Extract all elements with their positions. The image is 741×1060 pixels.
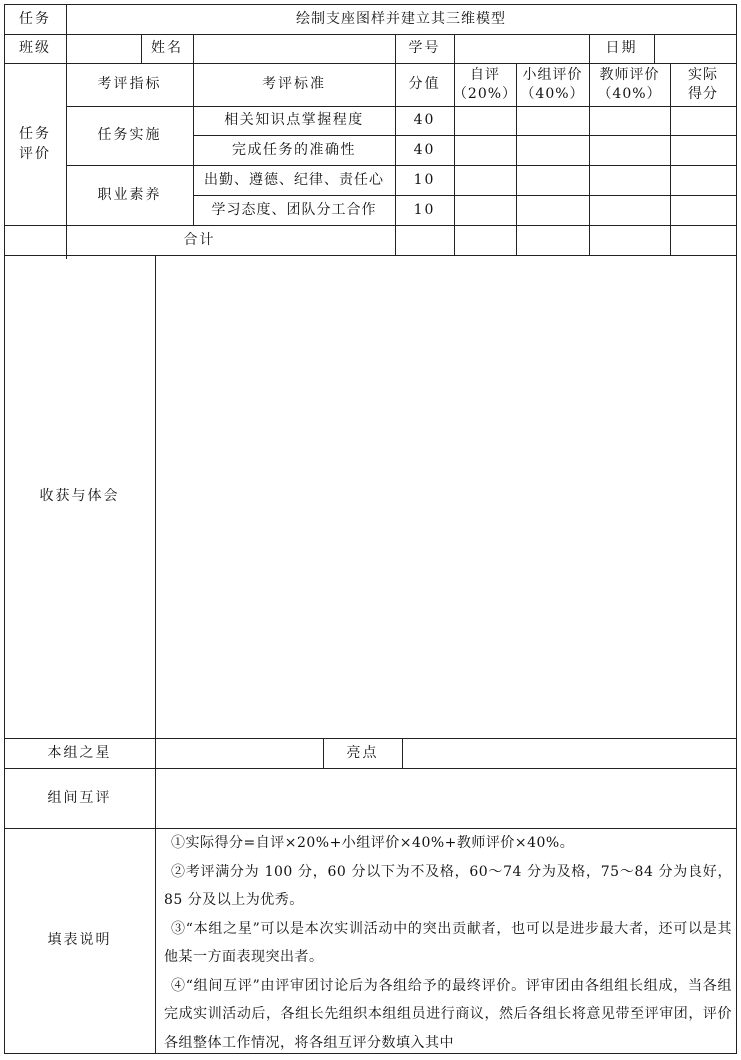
total-self-cell[interactable]: [454, 225, 516, 255]
class-label: 班级: [19, 40, 51, 57]
reflection-label: 收获与体会: [39, 488, 120, 505]
standard-row: 完成任务的准确性: [232, 141, 356, 158]
self-eval-cell[interactable]: [454, 195, 516, 225]
group-star-field[interactable]: [155, 738, 323, 768]
instruction-item: ②考评满分为 100 分，60 分以下为不及格，60～74 分为及格，75～84 分为良好，85 分及以上为优秀。: [164, 863, 732, 908]
instruction-item: ④“组间互评”由评审团讨论后为各组给予的最终评价。评审团由各组组长组成，当各组完成实训活动后，各组长先组织本组组员进行商议，然后各组长将意见带至评审团，评价各组整体工作情况，将各组互评分数填入其中: [164, 977, 732, 1051]
self-eval-cell[interactable]: [454, 165, 516, 195]
date-label: 日期: [605, 40, 638, 57]
teacher-eval-cell[interactable]: [589, 106, 670, 135]
class-field[interactable]: [66, 34, 141, 63]
task-title: 绘制支座图样并建立其三维模型: [296, 10, 506, 27]
actual-score-cell[interactable]: [670, 135, 736, 165]
standard-row: 出勤、遵德、纪律、责任心: [204, 171, 384, 188]
instruction-item: ③“本组之星”可以是本次实训活动中的突出贡献者，也可以是进步最大者，还可以是其他某一方面表现突出者。: [164, 920, 732, 965]
task-label: 任务: [19, 10, 51, 27]
evaluation-section-label: 任务 评价: [19, 125, 51, 162]
student-id-label: 学号: [408, 40, 441, 57]
name-field[interactable]: [193, 34, 395, 63]
name-label: 姓名: [151, 40, 183, 57]
header-teacher-eval: 教师评价 （40%）: [597, 66, 662, 102]
standard-row: 学习态度、团队分工合作: [211, 201, 377, 218]
peer-review-label: 组间互评: [47, 789, 112, 806]
actual-score-cell[interactable]: [670, 106, 736, 135]
total-label: 合计: [183, 231, 216, 248]
group-eval-cell[interactable]: [516, 165, 589, 195]
peer-review-field[interactable]: [155, 768, 736, 828]
indicator-professional-quality: 职业素养: [97, 186, 162, 203]
header-score: 分值: [408, 76, 441, 93]
student-id-field[interactable]: [454, 34, 589, 63]
header-indicator: 考评指标: [97, 76, 162, 93]
score-value: 40: [413, 141, 436, 158]
standard-row: 相关知识点掌握程度: [224, 112, 364, 129]
highlight-label: 亮点: [346, 744, 379, 761]
group-eval-cell[interactable]: [516, 135, 589, 165]
actual-score-cell[interactable]: [670, 195, 736, 225]
group-eval-cell[interactable]: [516, 106, 589, 135]
self-eval-cell[interactable]: [454, 106, 516, 135]
total-group-cell[interactable]: [516, 225, 589, 255]
group-star-label: 本组之星: [47, 744, 112, 761]
header-standard: 考评标准: [262, 76, 326, 93]
actual-score-cell[interactable]: [670, 165, 736, 195]
total-actual-cell[interactable]: [670, 225, 736, 255]
instructions-text: [164, 829, 732, 1057]
highlight-field[interactable]: [402, 738, 736, 768]
teacher-eval-cell[interactable]: [589, 135, 670, 165]
date-field[interactable]: [654, 34, 736, 63]
score-value: 10: [413, 171, 436, 188]
instructions-label: 填表说明: [47, 932, 112, 949]
teacher-eval-cell[interactable]: [589, 165, 670, 195]
header-group-eval: 小组评价 （40%）: [520, 66, 585, 102]
instruction-item: ①实际得分=自评×20%+小组评价×40%+教师评价×40%。: [171, 835, 575, 851]
header-actual-score: 实际 得分: [688, 66, 718, 102]
reflection-field[interactable]: [155, 255, 736, 738]
indicator-task-implementation: 任务实施: [97, 127, 162, 144]
header-self-eval: 自评 （20%）: [452, 66, 518, 102]
score-value: 10: [413, 201, 436, 218]
total-teacher-cell[interactable]: [589, 225, 670, 255]
group-eval-cell[interactable]: [516, 195, 589, 225]
self-eval-cell[interactable]: [454, 135, 516, 165]
teacher-eval-cell[interactable]: [589, 195, 670, 225]
score-value: 40: [413, 112, 436, 129]
